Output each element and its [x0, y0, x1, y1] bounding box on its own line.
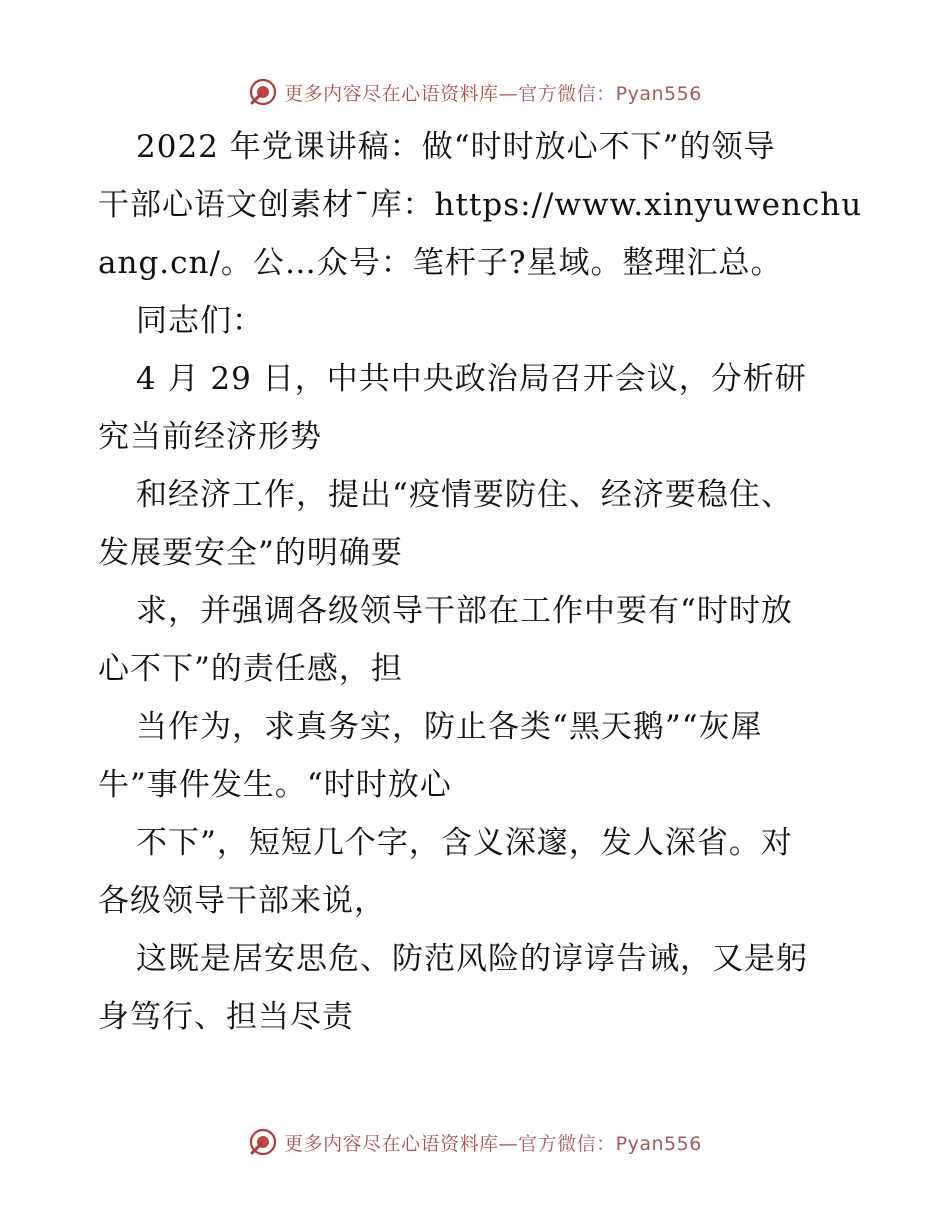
pen-logo-icon — [248, 77, 278, 107]
body-line: 各级领导干部来说， — [98, 883, 386, 919]
body-line: 牛”事件发生。“时时放心 — [98, 767, 452, 803]
body-line: 同志们： — [136, 303, 264, 339]
body-line: 干部心语文创素材¯库：https://www.xinyuwenchu — [98, 187, 863, 223]
body-line: 求，并强调各级领导干部在工作中要有“时时放 — [136, 593, 793, 629]
body-line: 不下”，短短几个字，含义深邃，发人深省。对 — [136, 825, 793, 861]
banner-text: 更多内容尽在心语资料库—官方微信：Pyan556 — [284, 82, 702, 105]
document-body — [98, 118, 863, 1046]
pen-logo-icon — [248, 1127, 278, 1157]
banner-text: 更多内容尽在心语资料库—官方微信：Pyan556 — [284, 1132, 702, 1155]
body-line: 身笃行、担当尽责 — [98, 999, 354, 1035]
header-banner — [0, 72, 950, 112]
body-line: 2022 年党课讲稿：做“时时放心不下”的领导 — [136, 129, 776, 165]
body-line: 心不下”的责任感，担 — [98, 651, 403, 687]
body-line: 这既是居安思危、防范风险的谆谆告诫，又是躬 — [136, 941, 808, 977]
body-line: 究当前经济形势 — [98, 419, 322, 455]
body-line: 4 月 29 日，中共中央政治局召开会议，分析研 — [136, 361, 807, 397]
body-line: 和经济工作，提出“疫情要防住、经济要稳住、 — [136, 477, 793, 513]
body-line: 当作为，求真务实，防止各类“黑天鹅”“灰犀 — [136, 709, 763, 745]
body-line: 发展要安全”的明确要 — [98, 535, 403, 571]
body-line: ang.cn/。公…众号：笔杆子?星域。整理汇总。 — [98, 245, 783, 281]
footer-banner — [0, 1122, 950, 1162]
